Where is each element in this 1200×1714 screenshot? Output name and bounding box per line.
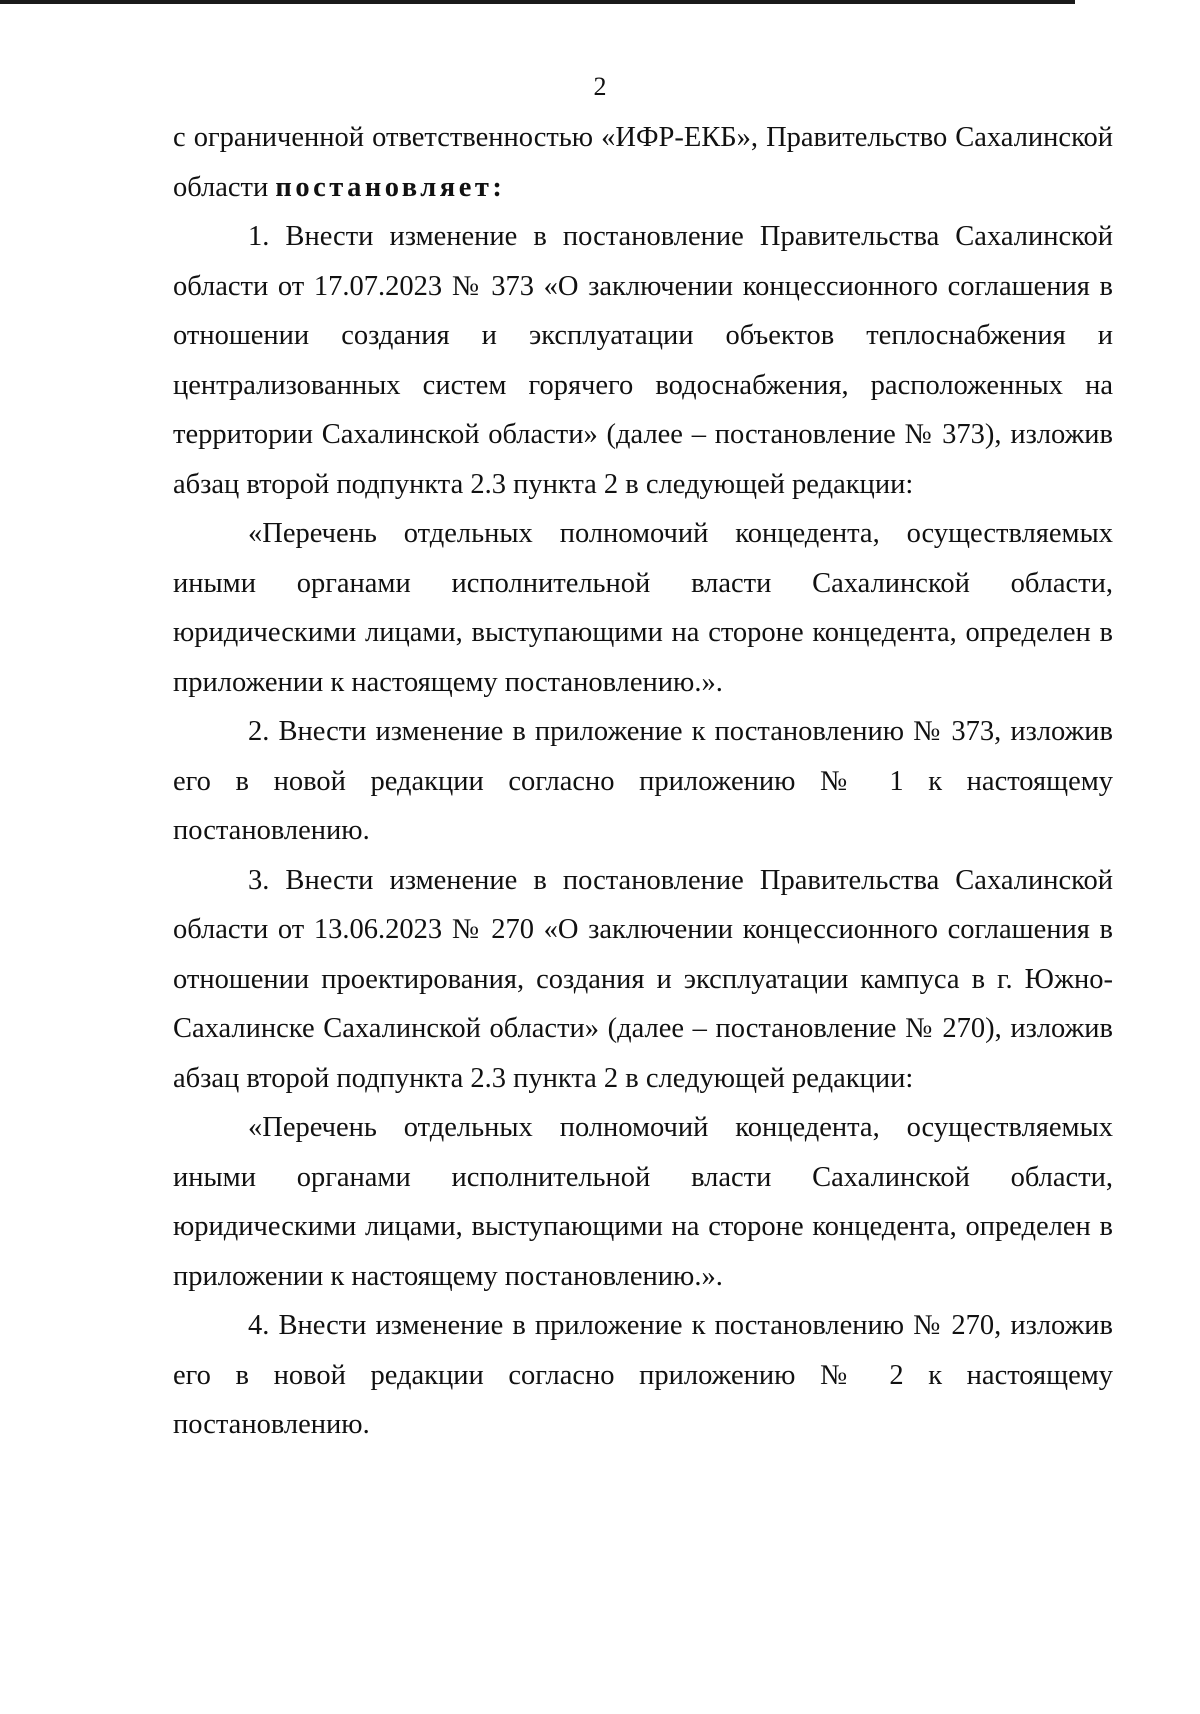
paragraph-item-3: 3. Внести изменение в постановление Правительства Сахалинской области от 13.06.2023 № 270 «О заключении концессионного соглашения в отношении проектирования, создания и эксплуатации кампуса в г. Южно-Сахалинске Сахалинской области» (далее – постановление № 270), изложив абзац второй подпункта 2.3 пункта 2 в следующей редакции: — [173, 864, 1113, 1094]
intro-paragraph — [173, 113, 1113, 212]
paragraph-item-2: 2. Внести изменение в приложение к постановлению № 373, изложив его в новой редакции согласно приложению № 1 к настоящему постановлению. — [173, 716, 1113, 846]
document-body — [173, 113, 1113, 1450]
paragraph-item-1: 1. Внести изменение в постановление Правительства Сахалинской области от 17.07.2023 № 373 «О заключении концессионного соглашения в отношении создания и эксплуатации объектов теплоснабжения и централизованных систем горячего водоснабжения, расположенных на территории Сахалинской области» (далее – постановление № 373), изложив абзац второй подпункта 2.3 пункта 2 в следующей редакции: — [173, 221, 1113, 500]
intro-text: с ограниченной ответственностью «ИФР-ЕКБ», Правительство Сахалинской области — [173, 122, 1113, 203]
page-number: 2 — [593, 72, 607, 101]
top-border-line — [0, 0, 1075, 4]
paragraph-item-4: 4. Внести изменение в приложение к постановлению № 270, изложив его в новой редакции согласно приложению № 2 к настоящему постановлению. — [173, 1310, 1113, 1440]
quoted-paragraph-1: «Перечень отдельных полномочий концедента, осуществляемых иными органами исполнительной власти Сахалинской области, юридическими лицами, выступающими на стороне концедента, определен в приложении к настоящему постановлению.». — [173, 518, 1113, 698]
quoted-paragraph-2: «Перечень отдельных полномочий концедента, осуществляемых иными органами исполнительной власти Сахалинской области, юридическими лицами, выступающими на стороне концедента, определен в приложении к настоящему постановлению.». — [173, 1112, 1113, 1292]
decree-word: постановляет: — [275, 171, 506, 203]
